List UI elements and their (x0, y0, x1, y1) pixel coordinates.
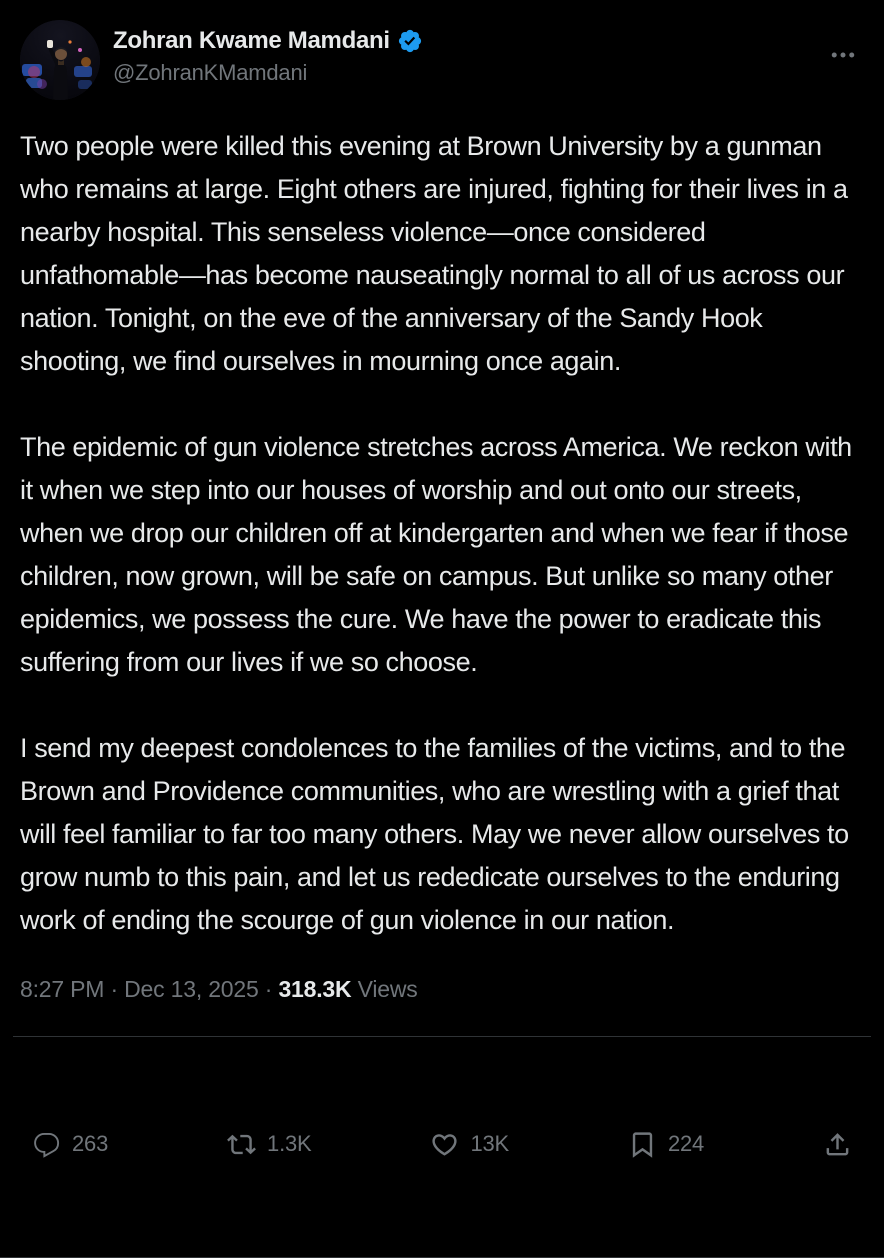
heart-icon (430, 1130, 459, 1159)
verified-badge-icon (397, 28, 423, 54)
like-button[interactable] (430, 1130, 509, 1159)
repost-count: 1.3K (267, 1131, 312, 1156)
share-button[interactable] (823, 1130, 852, 1159)
bookmark-button[interactable] (628, 1130, 704, 1159)
avatar-image (20, 20, 100, 100)
meta-separator: · (110, 976, 118, 1002)
tweet-text (20, 125, 864, 942)
like-count: 13K (470, 1131, 509, 1156)
tweet-header (20, 0, 864, 100)
repost-button[interactable] (227, 1130, 311, 1159)
views-count: 318.3K (278, 976, 352, 1002)
avatar[interactable] (20, 20, 100, 100)
bookmark-icon (628, 1130, 657, 1159)
action-bar (20, 1037, 864, 1257)
display-name-row[interactable] (113, 27, 423, 55)
reply-count: 263 (72, 1131, 109, 1156)
reply-icon (32, 1130, 61, 1159)
tweet-paragraph: The epidemic of gun violence stretches across America. We reckon with it when we step into our houses of worship and out onto our streets, when we drop our children off at kindergarten and when we fear if those children, now grown, will be safe on campus. But unlike so many other epidemics, we possess the cure. We have the power to eradicate this suffering from our lives if we so choose. (20, 432, 852, 677)
share-upload-icon (823, 1130, 852, 1159)
user-handle[interactable]: @ZohranKMamdani (113, 60, 308, 85)
tweet-paragraph: I send my deepest condolences to the families of the victims, and to the Brown and Providence communities, who are wrestling with a grief that will feel familiar to far too many others. May we never allow ourselves to grow numb to this pain, and let us rededicate ourselves to the enduring work of ending the scourge of gun violence in our nation. (20, 733, 849, 935)
views-label: Views (357, 976, 418, 1002)
timestamp-date: Dec 13, 2025 (124, 976, 259, 1002)
name-block (113, 20, 423, 86)
display-name: Zohran Kwame Mamdani (113, 27, 390, 54)
timestamp-time: 8:27 PM (20, 976, 105, 1002)
tweet-meta[interactable] (20, 976, 864, 1003)
more-options-icon[interactable] (822, 34, 864, 76)
meta-separator: · (264, 976, 273, 1002)
tweet-paragraph: Two people were killed this evening at Brown University by a gunman who remains at large. Eight others are injured, fighting for their lives in a nearby hospital. This senseless violence—once considered unfathomable—has become nauseatingly normal to all of us across our nation. Tonight, on the eve of the anniversary of the Sandy Hook shooting, we find ourselves in mourning once again. (20, 131, 848, 376)
bookmark-count: 224 (667, 1131, 705, 1156)
repost-icon (227, 1130, 256, 1159)
reply-button[interactable] (32, 1130, 108, 1159)
